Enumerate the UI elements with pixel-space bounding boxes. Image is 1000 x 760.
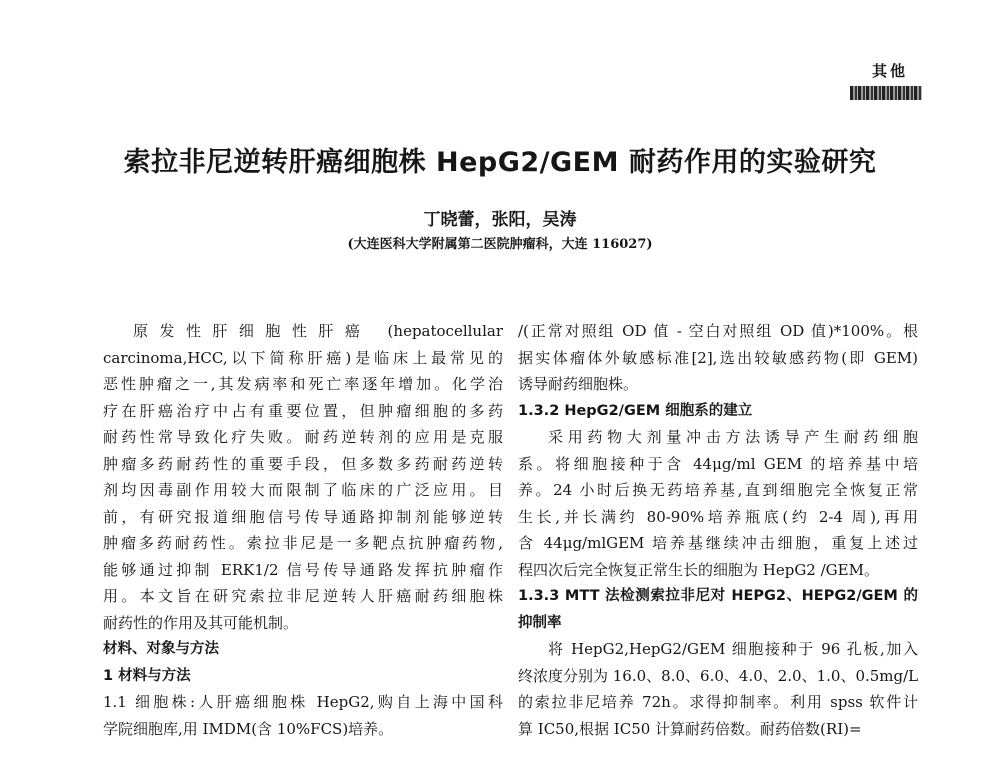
paragraph-line: 剂均因毒副作用较大而限制了临床的广泛应用。目: [103, 481, 503, 499]
paragraph-line: 程四次后完全恢复正常生长的细胞为 HepG2 /GEM。: [518, 560, 879, 579]
paragraph-line: 能够通过抑制 ERK1/2 信号传导通路发挥抗肿瘤作: [103, 560, 503, 579]
subsection-heading: 1 材料与方法: [103, 667, 191, 684]
paragraph-line: 1.1 细胞株:人肝癌细胞株 HepG2,购自上海中国科: [103, 693, 503, 711]
paragraph-line: 耐药性常导致化疗失败。耐药逆转剂的应用是克服: [103, 428, 503, 446]
paragraph-line: 学院细胞库,用 IMDM(含 10%FCS)培养。: [103, 719, 394, 738]
paragraph-line: 系。将细胞接种于含 44μg/ml GEM 的培养基中培: [518, 454, 918, 473]
subsection-heading: 1.3.2 HepG2/GEM 细胞系的建立: [518, 402, 753, 419]
paragraph-line: 恶性肿瘤之一,其发病率和死亡率逐年增加。化学治: [103, 375, 503, 393]
paragraph-line: carcinoma,HCC,以下简称肝癌)是临床上最常见的: [103, 348, 503, 367]
paragraph-line: 疗在肝癌治疗中占有重要位置，但肿瘤细胞的多药: [103, 401, 503, 420]
article-affiliation: (大连医科大学附属第二医院肿瘤科，大连 116027): [347, 237, 653, 252]
paragraph-line: 据实体瘤体外敏感标准[2],选出较敏感药物(即 GEM): [518, 348, 918, 367]
paragraph-line: 的索拉非尼培养 72h。求得抑制率。利用 spss 软件计: [518, 693, 918, 711]
article-authors: 丁晓蕾，张阳，吴涛: [423, 210, 577, 230]
paragraph-line: 肿瘤多药耐药性。索拉非尼是一多靶点抗肿瘤药物,: [103, 534, 503, 552]
section-tag: 其他: [872, 62, 909, 80]
article-title: 索拉非尼逆转肝癌细胞株 HepG2/GEM 耐药作用的实验研究: [123, 147, 877, 178]
subsection-heading: 1.3.3 MTT 法检测索拉非尼对 HEPG2、HEPG2/GEM 的: [518, 588, 918, 604]
paragraph-line: 算 IC50,根据 IC50 计算耐药倍数。耐药倍数(RI)=: [518, 719, 862, 738]
right-column: [518, 318, 918, 742]
paragraph-line: 将 HepG2,HepG2/GEM 细胞接种于 96 孔板,加入: [548, 640, 918, 658]
paragraph-line: 终浓度分别为 16.0、8.0、6.0、4.0、2.0、1.0、0.5mg/L: [518, 666, 918, 685]
paragraph-line: 原发性肝细胞性肝癌 (hepatocellular: [133, 322, 503, 340]
paragraph-line: 诱导耐药细胞株。: [518, 375, 639, 393]
section-heading: 材料、对象与方法: [103, 641, 219, 657]
paragraph-line: 耐药性的作用及其可能机制。: [103, 613, 299, 632]
paragraph-line: 前，有研究报道细胞信号传导通路抑制剂能够逆转: [103, 507, 503, 526]
paragraph-line: 生长,并长满约 80-90%培养瓶底(约 2-4 周),再用: [518, 507, 918, 526]
paragraph-line: 含 44μg/mlGEM 培养基继续冲击细胞，重复上述过: [518, 534, 918, 552]
paragraph-line: 用。本文旨在研究索拉非尼逆转人肝癌耐药细胞株: [103, 587, 503, 605]
subsection-heading: 抑制率: [518, 614, 562, 631]
left-column: [103, 318, 503, 742]
paragraph-line: /(正常对照组 OD 值 - 空白对照组 OD 值)*100%。根: [518, 322, 918, 340]
header-decoration-bar: [850, 86, 922, 100]
paragraph-line: 采用药物大剂量冲击方法诱导产生耐药细胞: [548, 428, 918, 446]
paragraph-line: 肿瘤多药耐药性的重要手段，但多数多药耐药逆转: [103, 454, 503, 473]
paragraph-line: 养。24 小时后换无药培养基,直到细胞完全恢复正常: [518, 481, 918, 499]
